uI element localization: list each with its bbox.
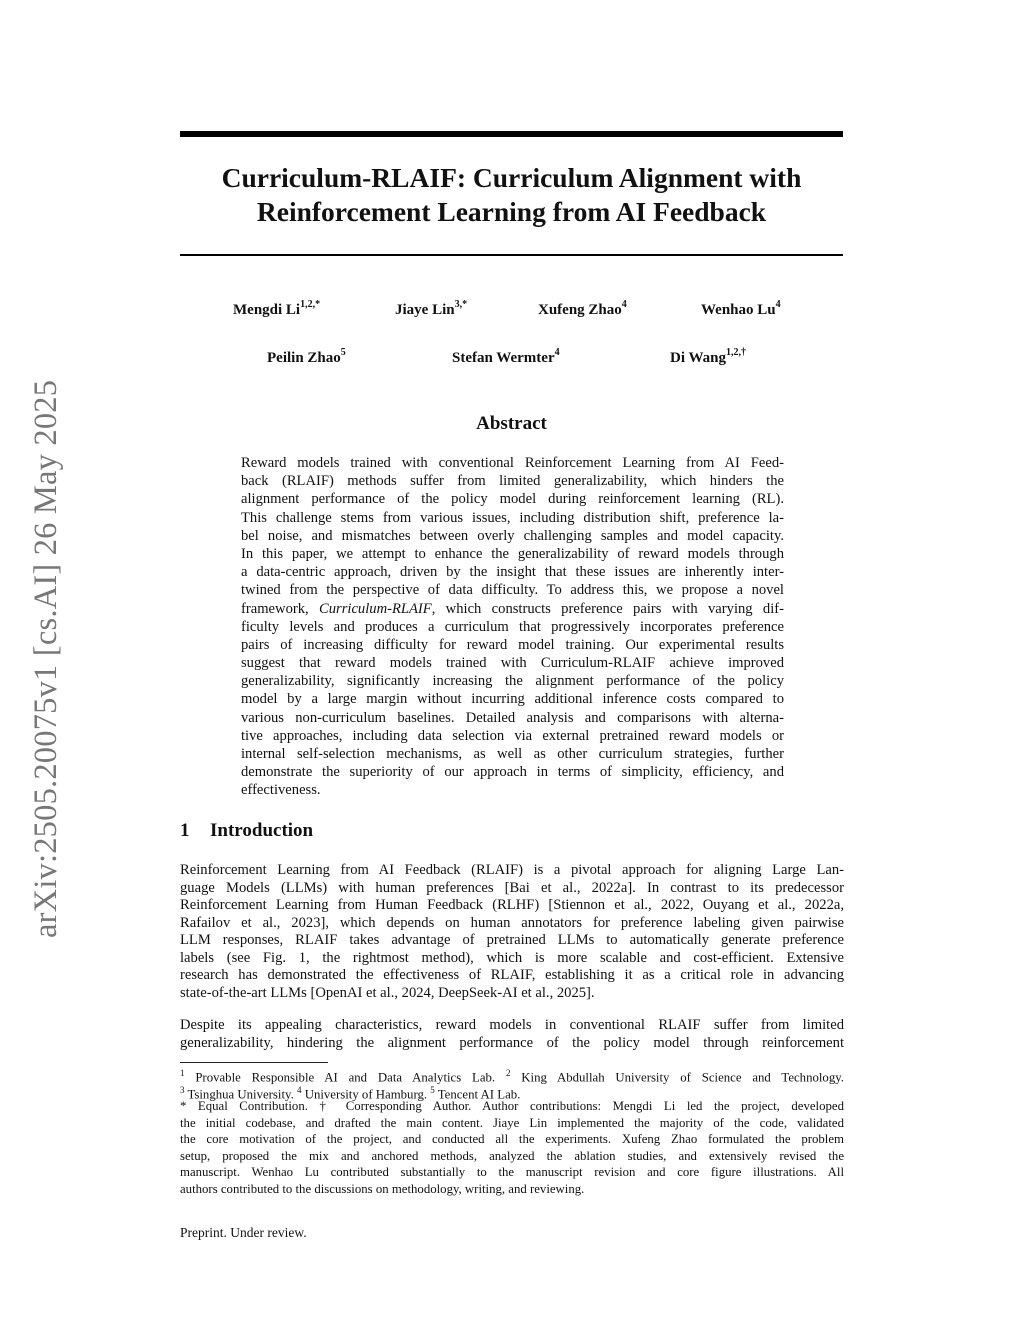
intro-p1-line: research has demonstrated the effectiveness of RLAIF, establishing it as a critical role in advancing — [180, 967, 844, 983]
footnote-contrib-line: the initial codebase, and drafted the main content. Jiaye Lin implemented the majority of the code, validated — [180, 1115, 844, 1130]
intro-paragraph-2 — [180, 1017, 844, 1052]
title-line-1: Curriculum-RLAIF: Curriculum Alignment with — [221, 162, 802, 193]
footnote-contrib-line: the core motivation of the project, and conducted all the experiments. Xufeng Zhao formulated the problem — [180, 1132, 844, 1146]
abstract-line: twined from the perspective of data difficulty. To address this, we propose a novel — [241, 582, 784, 599]
section-heading-introduction — [180, 820, 313, 842]
title-line-2: Reinforcement Learning from AI Feedback — [256, 196, 767, 227]
footnote-rule — [180, 1062, 328, 1063]
abstract-heading: Abstract — [476, 413, 547, 434]
intro-p1-line: Reinforcement Learning from AI Feedback (RLAIF) is a pivotal approach for aligning Large Lan- — [180, 862, 844, 878]
abstract-line: framework, Curriculum-RLAIF, which constructs preference pairs with varying dif- — [241, 600, 784, 617]
abstract-line: effectiveness. — [241, 782, 321, 799]
footnote-contrib-line: * Equal Contribution. † Corresponding Author. Author contributions: Mengdi Li led the project, developed — [180, 1099, 844, 1113]
abstract-line: ficulty levels and produces a curriculum that progressively incorporates preference — [241, 618, 784, 635]
author-6: Stefan Wermter$^4$ — [452, 347, 560, 366]
author-2: Jiaye Lin$^{3,*}$ — [395, 299, 468, 318]
abstract-line: bel noise, and mismatches between overly challenging samples and model capacity. — [241, 527, 784, 544]
abstract-line: suggest that reward models trained with Curriculum-RLAIF achieve improved — [241, 655, 784, 672]
abstract-line: alignment performance of the policy model during reinforcement learning (RL). — [241, 491, 784, 508]
footnote-line-affiliations-1: $^1$ Provable Responsible AI and Data Analytics Lab. $^2$ King Abdullah University of Science and Technology. — [180, 1068, 844, 1085]
author-3: Xufeng Zhao$^4$ — [538, 299, 627, 318]
intro-p1-line: state-of-the-art LLMs [OpenAI et al., 2024, DeepSeek-AI et al., 2025]. — [180, 984, 595, 1001]
abstract-line: a data-centric approach, driven by the insight that these issues are inherently inter- — [241, 564, 784, 581]
author-7: Di Wang$^{1,2,\dagger}$ — [670, 347, 746, 366]
abstract-line: demonstrate the superiority of our approach in terms of simplicity, efficiency, and — [241, 764, 784, 781]
intro-paragraph-1 — [180, 862, 844, 1002]
abstract-body — [241, 454, 784, 800]
section-title: Introduction — [210, 820, 314, 841]
abstract-line: various non-curriculum baselines. Detailed analysis and comparisons with alterna- — [241, 709, 784, 726]
author-4: Wenhao Lu$^4$ — [701, 299, 781, 318]
intro-p1-line: Reinforcement Learning from Human Feedback (RLHF) [Stiennon et al., 2022, Ouyang et al., 2022a, — [180, 897, 844, 913]
intro-p1-line: guage Models (LLMs) with human preferences [Bai et al., 2022a]. In contrast to its predecessor — [180, 879, 844, 896]
preprint-note: Preprint. Under review. — [180, 1225, 307, 1240]
title-top-rule — [180, 131, 843, 137]
intro-p1-line: Rafailov et al., 2023], which depends on human annotators for preference labeling given pairwise — [180, 914, 844, 931]
author-5: Peilin Zhao$^5$ — [267, 347, 346, 366]
footnotes — [180, 1065, 844, 1196]
abstract-line: generalizability, significantly increasing the alignment performance of the policy — [241, 673, 784, 690]
paper-title — [180, 161, 843, 229]
abstract-line: internal self-selection mechanisms, as well as other curriculum strategies, further — [241, 746, 784, 762]
footnote-line-affiliations-2: $^3$ Tsinghua University. $^4$ University of Hamburg. $^5$ Tencent AI Lab. — [180, 1084, 521, 1101]
intro-p1-line: LLM responses, RLAIF takes advantage of pretrained LLMs to automatically generate preference — [180, 932, 844, 948]
title-bottom-rule — [180, 254, 843, 256]
abstract-line: Reward models trained with conventional Reinforcement Learning from AI Feed- — [241, 455, 784, 471]
abstract-line: model by a large margin without incurring additional inference costs compared to — [241, 691, 784, 708]
author-1: Mengdi $Li^{1,2,*}$ — [233, 299, 321, 318]
intro-p2-line: Despite its appealing characteristics, reward models in conventional RLAIF suffer from limited — [180, 1017, 844, 1033]
footnote-contrib-line: authors contributed to the discussions on methodology, writing, and reviewing. — [180, 1181, 585, 1196]
abstract-line: pairs of increasing difficulty for reward model training. Our experimental results — [241, 636, 784, 653]
footnote-contrib-line: manuscript. Wenhao Lu contributed substantially to the manuscript revision and core figure illustrations. All — [180, 1165, 844, 1179]
abstract-line: tive approaches, including data selection via external pretrained reward models or — [241, 727, 784, 744]
abstract-line: In this paper, we attempt to enhance the generalizability of reward models through — [241, 545, 784, 562]
footnote-contrib-line: setup, proposed the mix and anchored methods, analyzed the ablation studies, and extensively revised the — [180, 1148, 844, 1163]
abstract-line: This challenge stems from various issues, including distribution shift, preference la- — [241, 509, 784, 526]
framework-name: Curriculum-RLAIF — [319, 600, 432, 617]
footnote-contributions — [180, 1098, 844, 1196]
abstract-line: back (RLAIF) methods suffer from limited generalizability, which hinders the — [241, 473, 784, 490]
arxiv-identifier: arXiv:2505.20075v1 [cs.AI] 26 May 2025 — [28, 379, 64, 938]
intro-p2-line: generalizability, hindering the alignment performance of the policy model through reinforcement — [180, 1034, 844, 1051]
section-number: 1 — [180, 820, 190, 841]
intro-p1-line: labels (see Fig. 1, the rightmost method), which is more scalable and cost-efficient. Extensive — [180, 949, 844, 966]
